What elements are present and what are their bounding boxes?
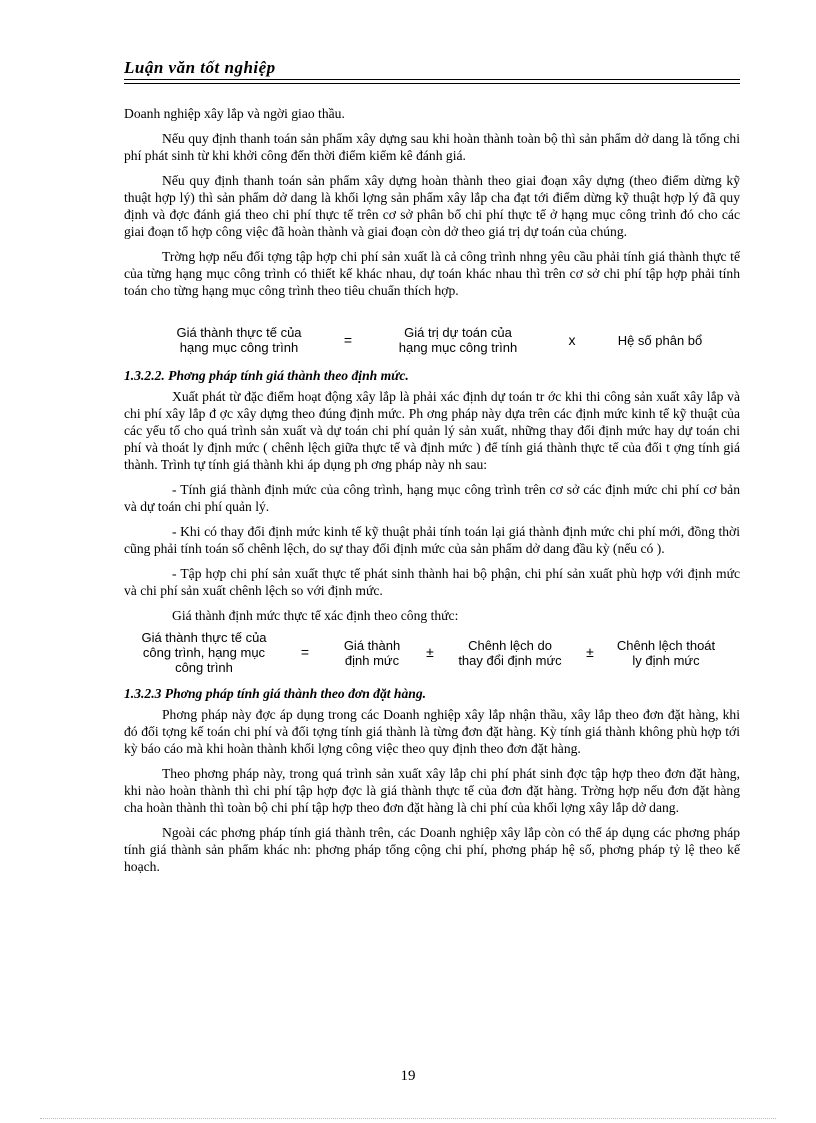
paragraph-1: Nếu quy định thanh toán sản phẩm xây dựng sau khi hoàn thành toàn bộ thì sản phẩm dở dang là tổng chi phí phát sinh từ khi khởi công đến thời điểm kiểm kê đánh giá. <box>124 131 740 163</box>
formula-term-actual-cost <box>154 325 324 355</box>
formula-term-norm-cost <box>326 638 418 668</box>
section1-paragraph: Xuất phát từ đặc điểm hoạt động xây lắp là phải xác định dự toán tr ớc khi thi công sản xuất xây lắp và chi phí xây lắp đ ợc xây dựng theo đúng định mức. Ph ơng pháp này dựa trên các định mức kinh tế kỹ thuật của các yếu tố cho quá trình sản xuất và dự toán chi phí quản lý sản xuất, những thay đổi định mức hay dự toán chi phí và thoát ly định mức ( chênh lệch giữa thực tế và định mức ) để tính giá thành thực tế của đối t ợng tính giá thành. Trình tự tính giá thành khi áp dụng ph ơng pháp này nh sau: <box>124 389 740 472</box>
bullet-3: - Tập hợp chi phí sản xuất thực tế phát sinh thành hai bộ phận, chi phí sản xuất phù hợp với định mức và chi phí sản xuất chênh lệch so với định mức. <box>124 566 740 598</box>
section2-paragraph-1: Phơng pháp này đợc áp dụng trong các Doanh nghiệp xây lắp nhận thầu, xây lắp theo đơn đặt hàng, khi đó đối tợng kế toán chi phí và đối tợng tính giá thành là từng đơn đặt hàng. Kỳ tính giá thành không phù hợp tới kỳ báo cáo mà khi hoàn thành khối lợng công việc theo quy định theo đơn đặt hàng. <box>124 707 740 756</box>
formula-text: thay đổi định mức <box>458 652 562 668</box>
formula-text: ly định mức <box>632 652 700 668</box>
formula-text: hạng mục công trình <box>179 340 299 355</box>
bullet-2: - Khi có thay đổi định mức kinh tế kỹ thuật phải tính toán lại giá thành định mức chi phí mới, đồng thời cũng phải tính toán số chênh lệch, do sự thay đổi định mức của sản phẩm dở dang đầu kỳ (nếu có ). <box>124 524 740 556</box>
section2-paragraph-3: Ngoài các phơng pháp tính giá thành trên, các Doanh nghiệp xây lắp còn có thể áp dụng các phơng pháp tính giá thành sản phẩm khác nh: phơng pháp tổng cộng chi phí, phơng pháp hệ số, phơng pháp tỷ lệ theo kế hoạch. <box>124 825 740 874</box>
paragraph-2: Nếu quy định thanh toán sản phẩm xây dựng hoàn thành theo giai đoạn xây dựng (theo điểm dừng kỹ thuật hợp lý) thì sản phẩm dở dang là khối lợng sản phẩm xây lắp cha đạt tới điểm dừng kỹ thuật hợp lý đã quy định và đợc đánh giá theo chi phí thực tế trên cơ sở phân bổ chi phí thực tế ở hạng mục công trình đó cho các giai đoạn tổ hợp công việc đã hoàn thành và giai đoạn còn dở theo giá trị dự toán của chúng. <box>124 173 740 239</box>
formula-text: hạng mục công trình <box>398 340 518 355</box>
formula-allocation <box>124 325 740 355</box>
formula-text: Giá thành <box>343 637 401 653</box>
plus-minus-sign: ± <box>586 644 594 660</box>
header-rule-thin <box>124 83 740 84</box>
equals-sign: = <box>300 644 310 660</box>
formula-term-norm-change <box>442 638 578 668</box>
equals-sign: = <box>343 331 353 348</box>
formula-text: Giá thành thực tế của <box>176 325 302 340</box>
formula-text: công trình, hạng mục <box>142 645 266 660</box>
section2-paragraph-2: Theo phơng pháp này, trong quá trình sản xuất xây lắp chi phí phát sinh đợc tập hợp theo đơn đặt hàng, khi nào hoàn thành thì chi phí tập hợp đợc là giá thành thực tế của đơn đặt hàng. Trờng hợp nếu đơn đặt hàng cha hoàn thành thì toàn bộ chi phí tập hợp theo đơn đặt hàng là chi phí của khối lợng xây lắp dở dang. <box>124 766 740 815</box>
formula-text: định mức <box>344 652 400 668</box>
page-bottom-border <box>40 1118 776 1119</box>
page-number: 19 <box>400 1068 416 1084</box>
section-heading-2: 1.3.2.3 Phơng pháp tính giá thành theo đơn đặt hàng. <box>124 686 427 701</box>
header-title: Luận văn tốt nghiệp <box>124 58 276 77</box>
bullet-1: - Tính giá thành định mức của công trình, hạng mục công trình trên cơ sở các định mức chi phí cơ bản và dự toán chi phí quản lý. <box>124 482 740 514</box>
formula-text: Chênh lệch do <box>468 637 552 653</box>
formula-intro: Giá thành định mức thực tế xác định theo công thức: <box>172 608 459 623</box>
formula-norm <box>124 630 740 675</box>
section-heading-1: 1.3.2.2. Phơng pháp tính giá thành theo định mức. <box>124 368 409 383</box>
formula-term-coefficient: Hệ số phân bổ <box>617 332 703 348</box>
formula-term-actual-norm <box>124 630 284 675</box>
plus-minus-sign: ± <box>426 644 434 660</box>
intro-paragraph: Doanh nghiệp xây lắp và ngời giao thầu. <box>124 106 345 121</box>
page-body <box>124 105 740 883</box>
multiply-sign: x <box>568 331 576 348</box>
formula-text: Giá trị dự toán của <box>404 325 512 340</box>
formula-text: Chênh lệch thoát <box>616 637 716 653</box>
formula-text: công trình <box>175 660 233 675</box>
formula-term-estimate <box>372 325 544 355</box>
paragraph-3: Trờng hợp nếu đối tợng tập hợp chi phí sản xuất là cả công trình nhng yêu cầu phải tính giá thành thực tế của từng hạng mục công trình có thiết kế khác nhau, dự toán khác nhau thì trên cơ sở chi phí tập hợp phải tính toán cho từng hạng mục công trình theo tiêu chuẩn thích hợp. <box>124 249 740 298</box>
formula-term-norm-deviation <box>602 638 730 668</box>
formula-text: Giá thành thực tế của <box>141 630 267 645</box>
header-rule <box>124 79 740 80</box>
